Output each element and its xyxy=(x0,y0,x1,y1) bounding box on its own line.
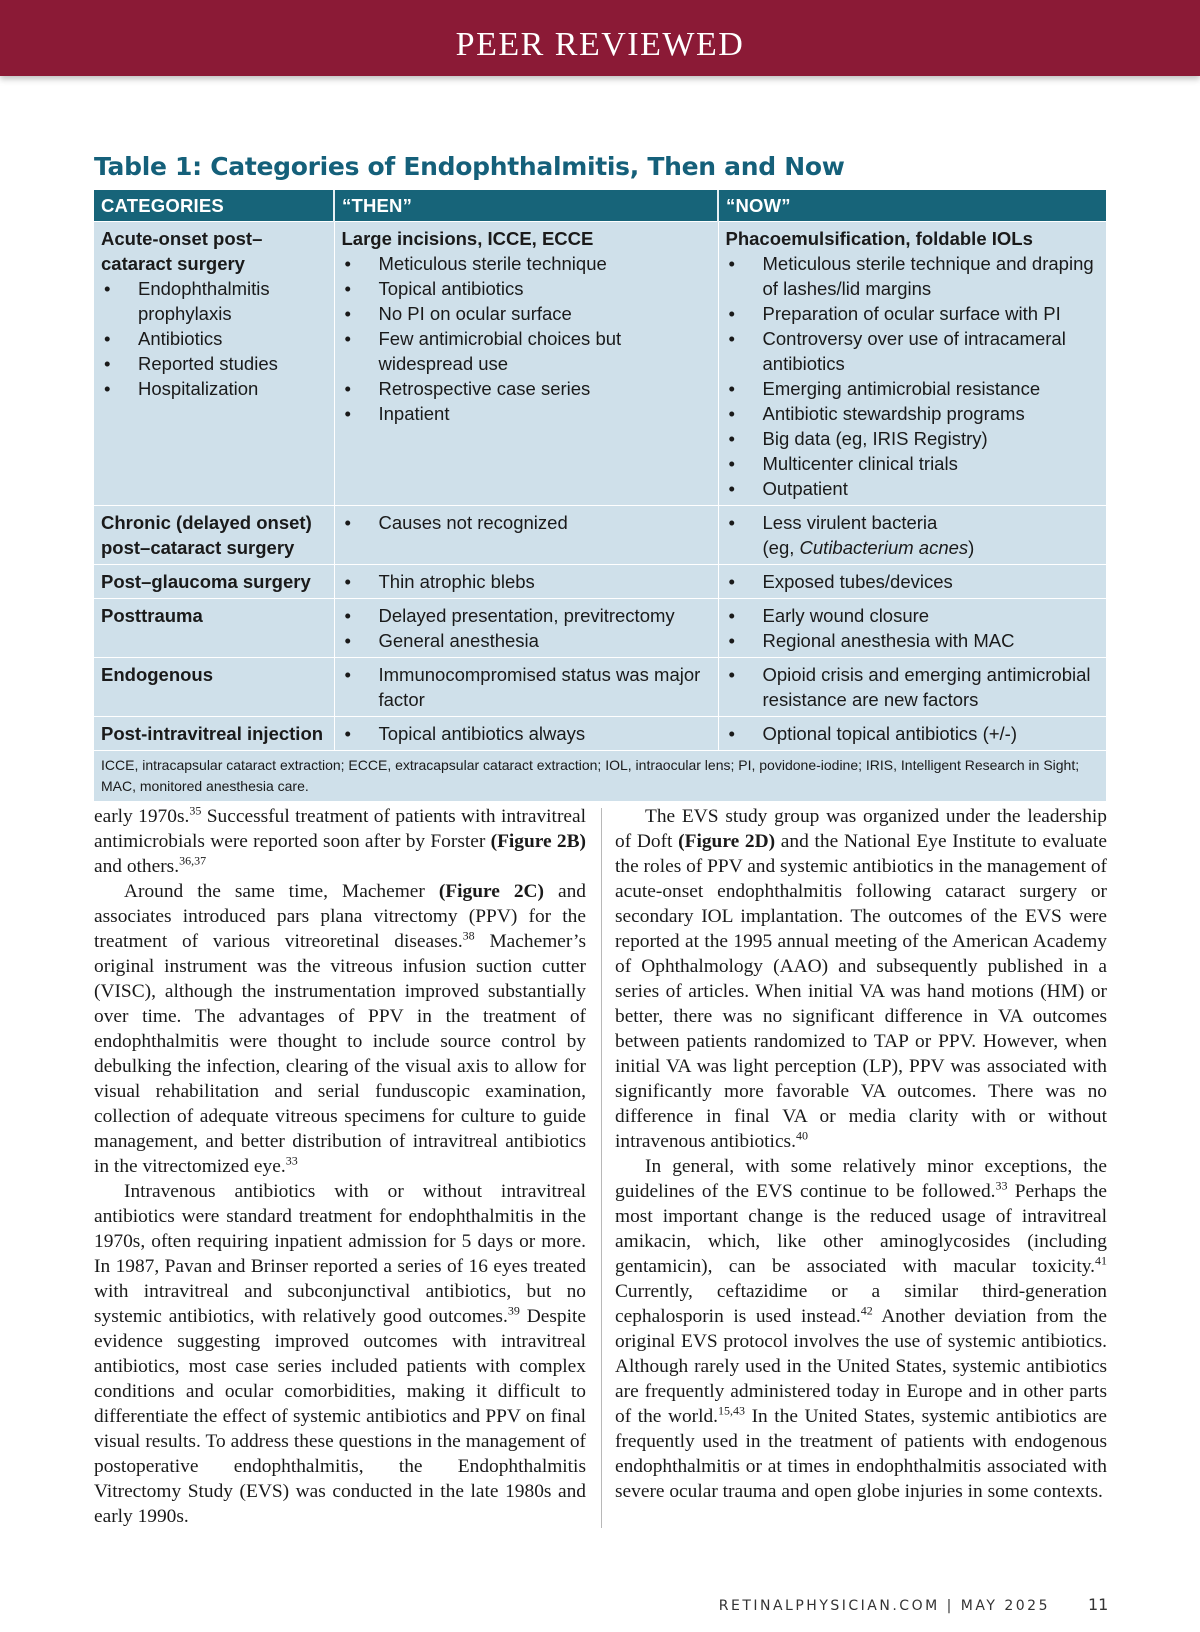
list-item: • Multicenter clinical trials xyxy=(726,451,1100,476)
list-item: • Controversy over use of intracameral antibiotics xyxy=(726,326,1100,376)
table-row xyxy=(94,506,1106,565)
list-item: • No PI on ocular surface xyxy=(342,301,711,326)
now-cell xyxy=(718,222,1106,506)
list-item: • Reported studies xyxy=(101,351,327,376)
now-text: Less virulent bacteria xyxy=(762,512,938,533)
table-footnote: ICCE, intracapsular cataract extraction; ECCE, extracapsular cataract extraction; IOL, intraocular lens; PI, povidone-iodine; IRIS, Intelligent Research in Sight; MAC, monitored anesthesia care. xyxy=(94,750,1106,801)
list-item xyxy=(726,510,1100,560)
list-item: • Retrospective case series xyxy=(342,376,711,401)
left-column xyxy=(94,804,586,1529)
now-cell xyxy=(718,506,1106,565)
category-cell xyxy=(94,222,334,506)
list-item: • Inpatient xyxy=(342,401,711,426)
list-item: • Regional anesthesia with MAC xyxy=(726,628,1100,653)
paragraph: Around the same time, Machemer (Figure 2C) and associates introduced pars plana vitrectomy (PPV) for the treatment of various vitreoretinal diseases.$^{38}$ Machemer’s original instrument was the vitreous infusion suction cutter (VISC), although the instrumentation improved substantially over time. The advantages of PPV in the treatment of endophthalmitis were thought to include source control by debulking the infection, clearing of the visual axis to allow for visual rehabilitation and serial funduscopic examination, collection of adequate vitreous specimens for culture to guide management, and better distribution of intravitreal antibiotics in the vitrectomized eye.$^{33}$ xyxy=(94,881,586,1177)
table-row xyxy=(94,565,1106,599)
list-item: • General anesthesia xyxy=(342,628,711,653)
list-item: • Causes not recognized xyxy=(342,510,711,535)
then-cell xyxy=(334,506,718,565)
list-item: • Meticulous sterile technique and draping of lashes/lid margins xyxy=(726,251,1100,301)
table-row xyxy=(94,717,1106,751)
now-heading: Phacoemulsification, foldable IOLs xyxy=(725,228,1033,249)
paragraph: early 1970s.$^{35}$ Successful treatment of patients with intravitreal antimicrobials were reported soon after by Forster (Figure 2B) and others.$^{36,37}$ xyxy=(94,803,587,877)
now-cell xyxy=(718,717,1106,751)
peer-reviewed-banner xyxy=(0,0,1200,76)
now-cell xyxy=(718,658,1106,717)
categories-table xyxy=(94,190,1106,750)
category-subitems xyxy=(101,276,327,401)
footer-site: RETINALPHYSICIAN.COM | MAY 2025 xyxy=(718,1598,1050,1614)
list-item: • Topical antibiotics xyxy=(342,276,711,301)
then-cell xyxy=(334,222,718,506)
list-item: • Immunocompromised status was major factor xyxy=(342,662,711,712)
now-list xyxy=(726,251,1100,501)
table-title: Table 1: Categories of Endophthalmitis, Then and Now xyxy=(94,152,845,181)
category-label: Acute-onset post–cataract surgery xyxy=(101,228,263,274)
list-item: • Delayed presentation, previtrectomy xyxy=(342,603,711,628)
list-item: • Topical antibiotics always xyxy=(342,721,711,746)
paragraph: Intravenous antibiotics with or without intravitreal antibiotics were standard treatment for endophthalmitis in the 1970s, often requiring inpatient admission for 5 days or more. In 1987, Pavan and Brinser reported a series of 16 eyes treated with intravitreal and subconjunctival antibiotics, but no systemic antibiotics, with relatively good outcomes.$^{39}$ Despite evidence suggesting improved outcomes with intravitreal antibiotics, most case series included patients with complex conditions and ocular comorbidities, making it difficult to differentiate the effect of systemic antibiotics and PPV on final visual results. To address these questions in the management of postoperative endophthalmitis, the Endophthalmitis Vitrectomy Study (EVS) was conducted in the late 1980s and early 1990s. xyxy=(94,1181,586,1527)
list-item: • Hospitalization xyxy=(101,376,327,401)
list-item: • Meticulous sterile technique xyxy=(342,251,711,276)
now-cell xyxy=(718,565,1106,599)
then-cell xyxy=(334,658,718,717)
header-now: “NOW” xyxy=(718,190,1106,222)
right-column xyxy=(615,804,1107,1504)
list-item: • Outpatient xyxy=(726,476,1100,501)
list-item: • Antibiotic stewardship programs xyxy=(726,401,1100,426)
header-then: “THEN” xyxy=(334,190,718,222)
list-item: • Antibiotics xyxy=(101,326,327,351)
banner-title: PEER REVIEWED xyxy=(455,26,745,63)
list-item: • Emerging antimicrobial resistance xyxy=(726,376,1100,401)
category-label: Posttrauma xyxy=(94,599,334,658)
now-example-prefix: (eg, xyxy=(762,537,800,558)
category-label: Chronic (delayed onset) post–cataract surgery xyxy=(94,506,334,565)
paragraph: The EVS study group was organized under the leadership of Doft (Figure 2D) and the National Eye Institute to evaluate the roles of PPV and systemic antibiotics in the management of acute-onset endophthalmitis following cataract surgery or secondary IOL implantation. The outcomes of the EVS were reported at the 1995 annual meeting of the American Academy of Ophthalmology (AAO) and subsequently published in a series of articles. When initial VA was hand motions (HM) or better, there was no significant difference in VA outcomes between patients randomized to TAP or PPV. However, when initial VA was light perception (LP), PPV was associated with significantly more favorable VA outcomes. There was no difference in final VA or media clarity with or without intravenous antibiotics.$^{40}$ xyxy=(615,806,1107,1152)
list-item: • Few antimicrobial choices but widespread use xyxy=(342,326,711,376)
header-categories: CATEGORIES xyxy=(94,190,334,222)
list-item: • Early wound closure xyxy=(726,603,1100,628)
list-item: • Endophthalmitis prophylaxis xyxy=(101,276,327,326)
bacteria-name: Cutibacterium acnes xyxy=(799,537,969,558)
then-heading: Large incisions, ICCE, ECCE xyxy=(341,228,594,249)
page-number: 11 xyxy=(1088,1595,1109,1614)
list-item: • Preparation of ocular surface with PI xyxy=(726,301,1100,326)
then-list xyxy=(342,251,711,426)
paragraph: In general, with some relatively minor exceptions, the guidelines of the EVS continue to be followed.$^{33}$ Perhaps the most important change is the reduced usage of intravitreal amikacin, which, like other aminoglycosides (including gentamicin), can be associated with macular toxicity.$^{41}$ Currently, ceftazidime or a similar third-generation cephalosporin is used instead.$^{42}$ Another deviation from the original EVS protocol involves the use of systemic antibiotics. Although rarely used in the United States, systemic antibiotics are frequently administered today in Europe and in other parts of the world.$^{15,43}$ In the United States, systemic antibiotics are frequently used in the treatment of patients with endogenous endophthalmitis or at times in endophthalmitis associated with severe ocular trauma and open globe injuries in some contexts. xyxy=(615,1156,1108,1502)
endophthalmitis-table xyxy=(94,190,1106,801)
now-cell xyxy=(718,599,1106,658)
list-item: • Big data (eg, IRIS Registry) xyxy=(726,426,1100,451)
then-cell xyxy=(334,599,718,658)
now-example-suffix: ) xyxy=(968,537,975,558)
table-row xyxy=(94,222,1106,506)
category-label: Endogenous xyxy=(94,658,334,717)
list-item: • Optional topical antibiotics (+/-) xyxy=(726,721,1100,746)
category-label: Post–glaucoma surgery xyxy=(94,565,334,599)
table-header-row xyxy=(94,190,1106,222)
category-label: Post-intravitreal injection xyxy=(94,717,334,751)
list-item: • Exposed tubes/devices xyxy=(726,569,1100,594)
table-row xyxy=(94,599,1106,658)
then-cell xyxy=(334,565,718,599)
list-item: • Thin atrophic blebs xyxy=(342,569,711,594)
then-cell xyxy=(334,717,718,751)
table-row xyxy=(94,658,1106,717)
column-divider xyxy=(601,808,602,1528)
list-item: • Opioid crisis and emerging antimicrobial resistance are new factors xyxy=(726,662,1100,712)
